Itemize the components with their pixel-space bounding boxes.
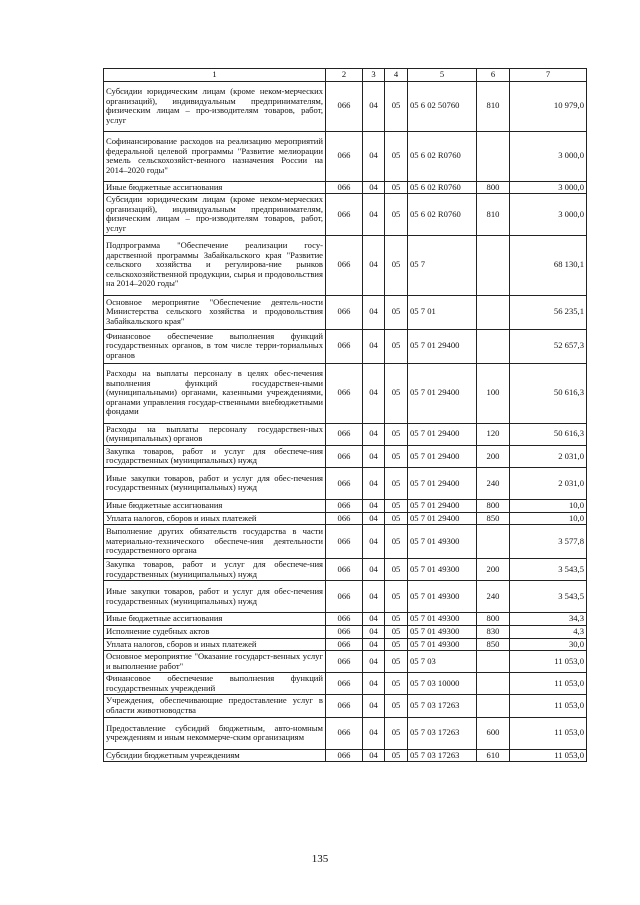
cell-amount: 3 543,5 xyxy=(510,559,587,581)
cell-section: 04 xyxy=(363,625,385,638)
cell-subsection: 05 xyxy=(385,181,408,194)
row-name: Закупка товаров, работ и услуг для обеспече-ния государственных (муниципальных) нужд xyxy=(104,445,326,467)
cell-section: 04 xyxy=(363,638,385,651)
cell-expense-type: 850 xyxy=(477,512,510,525)
cell-expense-type: 830 xyxy=(477,625,510,638)
cell-amount: 4,3 xyxy=(510,625,587,638)
cell-section: 04 xyxy=(363,363,385,423)
cell-expense-type xyxy=(477,131,510,181)
cell-target-article: 05 7 01 29400 xyxy=(408,363,477,423)
table-row xyxy=(104,499,587,512)
cell-section: 04 xyxy=(363,423,385,445)
cell-target-article: 05 7 01 xyxy=(408,295,477,329)
cell-expense-type: 800 xyxy=(477,613,510,626)
cell-amount: 68 130,1 xyxy=(510,235,587,295)
cell-amount: 11 053,0 xyxy=(510,673,587,695)
cell-expense-type xyxy=(477,235,510,295)
row-name: Основное мероприятие "Обеспечение деятель-ности Министерства сельского хозяйства и продовольствия Забайкальского края" xyxy=(104,295,326,329)
table-row xyxy=(104,363,587,423)
cell-section: 04 xyxy=(363,81,385,131)
column-header-1: 1 xyxy=(104,69,326,82)
table-row xyxy=(104,181,587,194)
cell-target-article: 05 7 01 29400 xyxy=(408,512,477,525)
cell-subsection: 05 xyxy=(385,329,408,363)
cell-chapter-code: 066 xyxy=(326,512,363,525)
cell-expense-type: 850 xyxy=(477,638,510,651)
table-row xyxy=(104,131,587,181)
cell-section: 04 xyxy=(363,499,385,512)
cell-expense-type xyxy=(477,651,510,673)
cell-expense-type: 810 xyxy=(477,81,510,131)
table-row xyxy=(104,467,587,499)
cell-chapter-code: 066 xyxy=(326,235,363,295)
table-row xyxy=(104,525,587,559)
cell-section: 04 xyxy=(363,131,385,181)
table-row xyxy=(104,638,587,651)
cell-chapter-code: 066 xyxy=(326,81,363,131)
cell-subsection: 05 xyxy=(385,673,408,695)
table-row xyxy=(104,651,587,673)
table-row xyxy=(104,717,587,749)
budget-table xyxy=(103,68,587,762)
cell-amount: 10 979,0 xyxy=(510,81,587,131)
cell-expense-type: 240 xyxy=(477,467,510,499)
cell-subsection: 05 xyxy=(385,194,408,235)
cell-subsection: 05 xyxy=(385,625,408,638)
cell-amount: 50 616,3 xyxy=(510,423,587,445)
row-name: Субсидии бюджетным учреждениям xyxy=(104,749,326,762)
cell-target-article: 05 7 01 29400 xyxy=(408,329,477,363)
cell-target-article: 05 7 01 49300 xyxy=(408,638,477,651)
column-header-6: 6 xyxy=(477,69,510,82)
cell-chapter-code: 066 xyxy=(326,625,363,638)
cell-chapter-code: 066 xyxy=(326,363,363,423)
cell-section: 04 xyxy=(363,467,385,499)
cell-chapter-code: 066 xyxy=(326,329,363,363)
cell-target-article: 05 7 01 49300 xyxy=(408,559,477,581)
cell-expense-type: 610 xyxy=(477,749,510,762)
row-name: Иные бюджетные ассигнования xyxy=(104,613,326,626)
cell-target-article: 05 6 02 R0760 xyxy=(408,131,477,181)
column-header-4: 4 xyxy=(385,69,408,82)
cell-target-article: 05 7 01 29400 xyxy=(408,467,477,499)
cell-amount: 30,0 xyxy=(510,638,587,651)
row-name: Расходы на выплаты персоналу государствен-ных (муниципальных) органов xyxy=(104,423,326,445)
column-header-2: 2 xyxy=(326,69,363,82)
cell-target-article: 05 7 01 49300 xyxy=(408,525,477,559)
row-name: Уплата налогов, сборов и иных платежей xyxy=(104,512,326,525)
cell-subsection: 05 xyxy=(385,613,408,626)
cell-subsection: 05 xyxy=(385,235,408,295)
cell-target-article: 05 6 02 R0760 xyxy=(408,181,477,194)
cell-amount: 11 053,0 xyxy=(510,695,587,717)
cell-subsection: 05 xyxy=(385,81,408,131)
cell-target-article: 05 7 01 49300 xyxy=(408,613,477,626)
cell-target-article: 05 7 03 17263 xyxy=(408,717,477,749)
table-row xyxy=(104,295,587,329)
cell-target-article: 05 7 03 17263 xyxy=(408,695,477,717)
cell-amount: 11 053,0 xyxy=(510,717,587,749)
cell-expense-type: 240 xyxy=(477,581,510,613)
table-row xyxy=(104,423,587,445)
cell-section: 04 xyxy=(363,445,385,467)
cell-section: 04 xyxy=(363,695,385,717)
cell-subsection: 05 xyxy=(385,445,408,467)
cell-section: 04 xyxy=(363,329,385,363)
cell-section: 04 xyxy=(363,673,385,695)
row-name: Субсидии юридическим лицам (кроме неком-мерческих организаций), индивидуальным предпринимателям, физическим лицам – про-изводителям товаров, работ, услуг xyxy=(104,81,326,131)
row-name: Исполнение судебных актов xyxy=(104,625,326,638)
cell-subsection: 05 xyxy=(385,499,408,512)
row-name: Субсидии юридическим лицам (кроме неком-мерческих организаций), индивидуальным предпринимателям, физическим лицам – про-изводителям товаров, работ, услуг xyxy=(104,194,326,235)
cell-chapter-code: 066 xyxy=(326,695,363,717)
cell-target-article: 05 7 03 17263 xyxy=(408,749,477,762)
cell-amount: 3 543,5 xyxy=(510,581,587,613)
cell-subsection: 05 xyxy=(385,749,408,762)
row-name: Финансовое обеспечение выполнения функций государственных органов, в том числе терри-ториальных органов xyxy=(104,329,326,363)
cell-amount: 34,3 xyxy=(510,613,587,626)
cell-target-article: 05 7 03 xyxy=(408,651,477,673)
table-row xyxy=(104,235,587,295)
cell-subsection: 05 xyxy=(385,651,408,673)
cell-section: 04 xyxy=(363,235,385,295)
cell-subsection: 05 xyxy=(385,131,408,181)
column-header-3: 3 xyxy=(363,69,385,82)
row-name: Иные бюджетные ассигнования xyxy=(104,181,326,194)
cell-target-article: 05 7 01 29400 xyxy=(408,423,477,445)
cell-expense-type: 810 xyxy=(477,194,510,235)
cell-chapter-code: 066 xyxy=(326,525,363,559)
table-row xyxy=(104,613,587,626)
row-name: Уплата налогов, сборов и иных платежей xyxy=(104,638,326,651)
table-row xyxy=(104,194,587,235)
cell-target-article: 05 7 01 29400 xyxy=(408,499,477,512)
row-name: Расходы на выплаты персоналу в целях обес-печения выполнения функций государствен-ными (муниципальными) органами, казенными учреждениями, органами управления государ-ственными внебюджетными фондами xyxy=(104,363,326,423)
row-name: Основное мероприятие "Оказание государст-венных услуг и выполнение работ" xyxy=(104,651,326,673)
cell-expense-type xyxy=(477,295,510,329)
cell-chapter-code: 066 xyxy=(326,651,363,673)
column-header-5: 5 xyxy=(408,69,477,82)
row-name: Иные бюджетные ассигнования xyxy=(104,499,326,512)
row-name: Иные закупки товаров, работ и услуг для обес-печения государственных (муниципальных) нужд xyxy=(104,467,326,499)
cell-target-article: 05 7 01 49300 xyxy=(408,625,477,638)
cell-section: 04 xyxy=(363,581,385,613)
cell-chapter-code: 066 xyxy=(326,467,363,499)
cell-amount: 2 031,0 xyxy=(510,467,587,499)
cell-subsection: 05 xyxy=(385,467,408,499)
cell-expense-type xyxy=(477,525,510,559)
cell-amount: 3 000,0 xyxy=(510,194,587,235)
cell-expense-type: 120 xyxy=(477,423,510,445)
cell-amount: 2 031,0 xyxy=(510,445,587,467)
cell-chapter-code: 066 xyxy=(326,638,363,651)
table-row xyxy=(104,673,587,695)
row-name: Предоставление субсидий бюджетным, авто-номным учреждениям и иным некоммерче-ским организациям xyxy=(104,717,326,749)
table-body xyxy=(104,69,587,762)
cell-chapter-code: 066 xyxy=(326,499,363,512)
cell-chapter-code: 066 xyxy=(326,613,363,626)
cell-section: 04 xyxy=(363,613,385,626)
cell-subsection: 05 xyxy=(385,363,408,423)
row-name: Выполнение других обязательств государства в части материально-технического обеспече-ния деятельности государственного органа xyxy=(104,525,326,559)
cell-target-article: 05 7 xyxy=(408,235,477,295)
page-number: 135 xyxy=(311,853,329,865)
row-name: Иные закупки товаров, работ и услуг для обес-печения государственных (муниципальных) нужд xyxy=(104,581,326,613)
row-name: Учреждения, обеспечивающие предоставление услуг в области животноводства xyxy=(104,695,326,717)
cell-subsection: 05 xyxy=(385,525,408,559)
cell-chapter-code: 066 xyxy=(326,423,363,445)
cell-section: 04 xyxy=(363,512,385,525)
cell-section: 04 xyxy=(363,194,385,235)
cell-chapter-code: 066 xyxy=(326,749,363,762)
cell-section: 04 xyxy=(363,651,385,673)
cell-expense-type: 800 xyxy=(477,499,510,512)
cell-chapter-code: 066 xyxy=(326,581,363,613)
cell-amount: 3 000,0 xyxy=(510,181,587,194)
cell-chapter-code: 066 xyxy=(326,717,363,749)
cell-target-article: 05 6 02 R0760 xyxy=(408,194,477,235)
cell-amount: 11 053,0 xyxy=(510,749,587,762)
cell-amount: 3 577,8 xyxy=(510,525,587,559)
cell-section: 04 xyxy=(363,295,385,329)
cell-subsection: 05 xyxy=(385,695,408,717)
table-row xyxy=(104,625,587,638)
row-name: Финансовое обеспечение выполнения функций государственных учреждений xyxy=(104,673,326,695)
table-row xyxy=(104,329,587,363)
table-row xyxy=(104,445,587,467)
table-row xyxy=(104,559,587,581)
cell-expense-type: 200 xyxy=(477,559,510,581)
cell-subsection: 05 xyxy=(385,512,408,525)
cell-amount: 10,0 xyxy=(510,499,587,512)
cell-expense-type xyxy=(477,673,510,695)
cell-subsection: 05 xyxy=(385,581,408,613)
table-row xyxy=(104,81,587,131)
cell-subsection: 05 xyxy=(385,423,408,445)
cell-target-article: 05 6 02 50760 xyxy=(408,81,477,131)
cell-expense-type xyxy=(477,329,510,363)
cell-chapter-code: 066 xyxy=(326,445,363,467)
table-row xyxy=(104,695,587,717)
cell-section: 04 xyxy=(363,525,385,559)
cell-section: 04 xyxy=(363,749,385,762)
row-name: Подпрограмма "Обеспечение реализации госу-дарственной программы Забайкальского края "Развитие сельского хозяйства и регулирова-ние рынков сельскохозяйственной продукции, сырья и продовольствия на 2014–2020 годы" xyxy=(104,235,326,295)
cell-chapter-code: 066 xyxy=(326,181,363,194)
table-row xyxy=(104,581,587,613)
cell-section: 04 xyxy=(363,559,385,581)
cell-amount: 10,0 xyxy=(510,512,587,525)
cell-amount: 3 000,0 xyxy=(510,131,587,181)
cell-chapter-code: 066 xyxy=(326,131,363,181)
cell-chapter-code: 066 xyxy=(326,295,363,329)
cell-amount: 50 616,3 xyxy=(510,363,587,423)
cell-section: 04 xyxy=(363,717,385,749)
cell-amount: 11 053,0 xyxy=(510,651,587,673)
header-row xyxy=(104,69,587,82)
row-name: Закупка товаров, работ и услуг для обеспече-ния государственных (муниципальных) нужд xyxy=(104,559,326,581)
cell-subsection: 05 xyxy=(385,638,408,651)
cell-chapter-code: 066 xyxy=(326,559,363,581)
cell-expense-type: 200 xyxy=(477,445,510,467)
cell-target-article: 05 7 01 29400 xyxy=(408,445,477,467)
cell-target-article: 05 7 03 10000 xyxy=(408,673,477,695)
table-row xyxy=(104,749,587,762)
cell-expense-type: 800 xyxy=(477,181,510,194)
cell-target-article: 05 7 01 49300 xyxy=(408,581,477,613)
table-row xyxy=(104,512,587,525)
column-header-7: 7 xyxy=(510,69,587,82)
cell-expense-type xyxy=(477,695,510,717)
cell-section: 04 xyxy=(363,181,385,194)
cell-amount: 52 657,3 xyxy=(510,329,587,363)
cell-amount: 56 235,1 xyxy=(510,295,587,329)
cell-chapter-code: 066 xyxy=(326,673,363,695)
row-name: Софинансирование расходов на реализацию мероприятий федеральной целевой программы "Развитие мелиорации земель сельскохозяйст-венного назначения России на 2014–2020 годы" xyxy=(104,131,326,181)
cell-subsection: 05 xyxy=(385,559,408,581)
cell-expense-type: 600 xyxy=(477,717,510,749)
cell-chapter-code: 066 xyxy=(326,194,363,235)
cell-subsection: 05 xyxy=(385,295,408,329)
cell-expense-type: 100 xyxy=(477,363,510,423)
cell-subsection: 05 xyxy=(385,717,408,749)
